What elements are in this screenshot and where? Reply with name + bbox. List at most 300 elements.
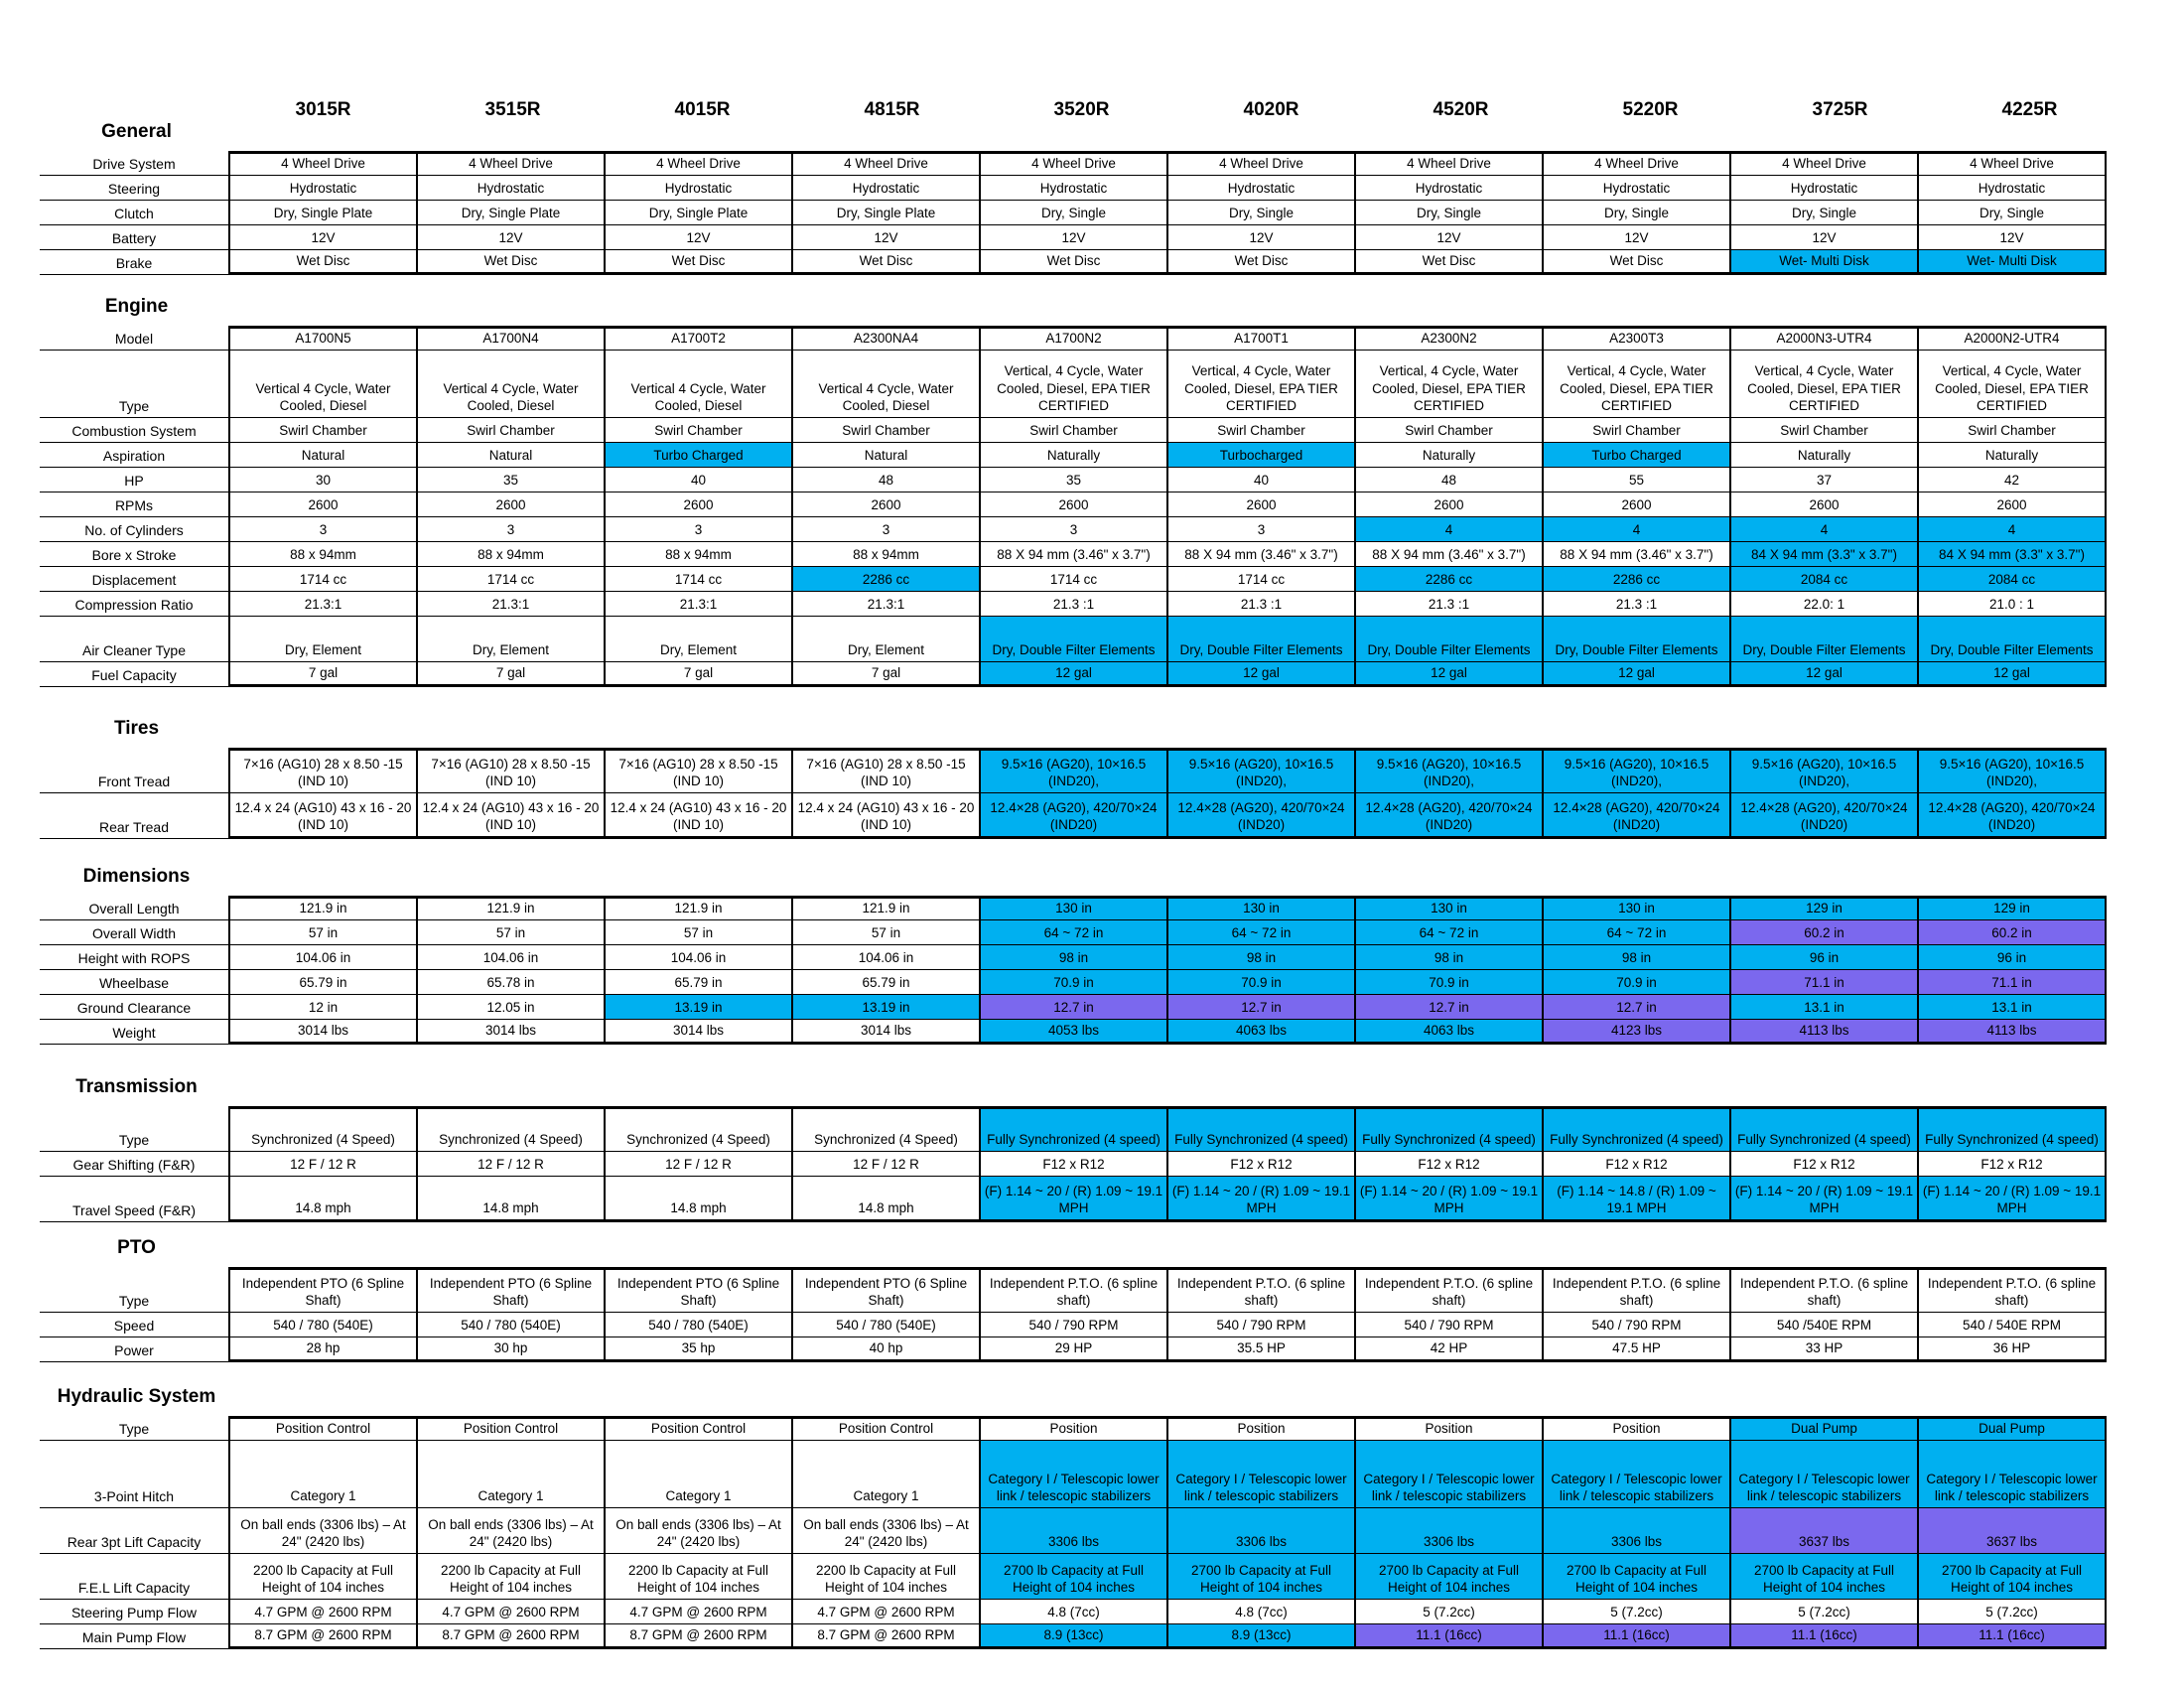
spec-row	[40, 1416, 2107, 1441]
spec-cell: Turbocharged	[1168, 443, 1356, 468]
spec-cell: 65.79 in	[230, 970, 418, 995]
spec-cell: 7 gal	[418, 662, 606, 687]
spec-cell: Independent P.T.O. (6 spline shaft)	[1731, 1267, 1919, 1313]
spec-cell: 60.2 in	[1919, 920, 2107, 945]
spec-cell: 98 in	[1168, 945, 1356, 970]
spec-row	[40, 225, 2107, 250]
row-label: Air Cleaner Type	[40, 617, 228, 662]
spec-row	[40, 945, 2107, 970]
spec-cell: 2600	[1544, 492, 1731, 517]
spec-cell: 4.8 (7cc)	[981, 1600, 1168, 1624]
spec-cell: Swirl Chamber	[1356, 418, 1544, 443]
spec-row	[40, 920, 2107, 945]
spec-cell: Dual Pump	[1731, 1416, 1919, 1441]
row-label: Bore x Stroke	[40, 542, 228, 567]
spec-cell: 2700 lb Capacity at Full Height of 104 inches	[1544, 1554, 1731, 1600]
spec-cell: A2300NA4	[793, 326, 981, 351]
spec-cell: Vertical, 4 Cycle, Water Cooled, Diesel, EPA TIER CERTIFIED	[1168, 351, 1356, 418]
spec-cell: 98 in	[1544, 945, 1731, 970]
spec-cell: (F) 1.14 ~ 20 / (R) 1.09 ~ 19.1 MPH	[1168, 1177, 1356, 1222]
row-label: Front Tread	[40, 748, 228, 793]
spec-cell: 13.19 in	[793, 995, 981, 1020]
spec-cell: 12.4×28 (AG20), 420/70×24 (IND20)	[1356, 793, 1544, 839]
spec-cell: Hydrostatic	[418, 176, 606, 201]
spec-cell: 98 in	[981, 945, 1168, 970]
spec-cell: 4 Wheel Drive	[1919, 151, 2107, 176]
spec-cell: 35.5 HP	[1168, 1337, 1356, 1362]
spec-cell: 88 X 94 mm (3.46" x 3.7")	[981, 542, 1168, 567]
spec-cell: Vertical 4 Cycle, Water Cooled, Diesel	[230, 351, 418, 418]
spec-cell: Category I / Telescopic lower link / telescopic stabilizers	[1356, 1441, 1544, 1508]
spec-cell: F12 x R12	[1544, 1152, 1731, 1177]
spec-cell: 9.5×16 (AG20), 10×16.5 (IND20),	[981, 748, 1168, 793]
spec-cell: Position	[981, 1416, 1168, 1441]
spec-cell: 12.4 x 24 (AG10) 43 x 16 - 20 (IND 10)	[606, 793, 793, 839]
spec-cell: 2600	[1919, 492, 2107, 517]
spec-cell: 4 Wheel Drive	[1168, 151, 1356, 176]
spec-cell: 14.8 mph	[606, 1177, 793, 1222]
spec-cell: 33 HP	[1731, 1337, 1919, 1362]
model-header: 3725R	[1812, 99, 1868, 120]
spec-cell: 2600	[1356, 492, 1544, 517]
spec-cell: 11.1 (16cc)	[1731, 1624, 1919, 1649]
spec-cell: 12V	[230, 225, 418, 250]
model-header: 4225R	[2001, 99, 2058, 120]
row-label: Displacement	[40, 567, 228, 592]
spec-cell: 540 / 780 (540E)	[230, 1313, 418, 1337]
spec-row	[40, 748, 2107, 793]
spec-cell: 12.05 in	[418, 995, 606, 1020]
spec-cell: 104.06 in	[418, 945, 606, 970]
spec-cell: F12 x R12	[981, 1152, 1168, 1177]
spec-cell: 1714 cc	[606, 567, 793, 592]
spec-row	[40, 1152, 2107, 1177]
spec-cell: 4 Wheel Drive	[606, 151, 793, 176]
spec-cell: (F) 1.14 ~ 20 / (R) 1.09 ~ 19.1 MPH	[1731, 1177, 1919, 1222]
spec-row	[40, 1267, 2107, 1313]
spec-cell: Fully Synchronized (4 speed)	[1731, 1106, 1919, 1152]
spec-cell: 2286 cc	[793, 567, 981, 592]
spec-cell: Category 1	[230, 1441, 418, 1508]
spec-row	[40, 567, 2107, 592]
spec-cell: Natural	[793, 443, 981, 468]
spec-cell: 104.06 in	[230, 945, 418, 970]
spec-row	[40, 542, 2107, 567]
spec-cell: 12V	[418, 225, 606, 250]
spec-cell: Fully Synchronized (4 speed)	[1544, 1106, 1731, 1152]
spec-cell: Hydrostatic	[1544, 176, 1731, 201]
spec-cell: Fully Synchronized (4 speed)	[1168, 1106, 1356, 1152]
spec-cell: 22.0: 1	[1731, 592, 1919, 617]
spec-cell: Swirl Chamber	[1544, 418, 1731, 443]
spec-cell: Naturally	[981, 443, 1168, 468]
spec-cell: 2200 lb Capacity at Full Height of 104 inches	[230, 1554, 418, 1600]
spec-cell: 3	[793, 517, 981, 542]
row-label: Battery	[40, 225, 228, 250]
spec-cell: 12V	[606, 225, 793, 250]
spec-cell: 1714 cc	[981, 567, 1168, 592]
spec-cell: (F) 1.14 ~ 20 / (R) 1.09 ~ 19.1 MPH	[1919, 1177, 2107, 1222]
spec-cell: 71.1 in	[1919, 970, 2107, 995]
spec-cell: 12 F / 12 R	[793, 1152, 981, 1177]
spec-cell: 12 gal	[1919, 662, 2107, 687]
spec-cell: 96 in	[1919, 945, 2107, 970]
spec-cell: 4053 lbs	[981, 1020, 1168, 1045]
spec-cell: 29 HP	[981, 1337, 1168, 1362]
spec-cell: Wet- Multi Disk	[1731, 250, 1919, 275]
spec-cell: 540 / 540E RPM	[1919, 1313, 2107, 1337]
spec-cell: Swirl Chamber	[981, 418, 1168, 443]
model-header: 3515R	[484, 99, 541, 120]
spec-cell: Dry, Single	[1356, 201, 1544, 225]
spec-cell: 30 hp	[418, 1337, 606, 1362]
spec-cell: 121.9 in	[418, 896, 606, 920]
spec-cell: A2000N2-UTR4	[1919, 326, 2107, 351]
spec-cell: 71.1 in	[1731, 970, 1919, 995]
model-header: 4020R	[1243, 99, 1299, 120]
spec-cell: 4.8 (7cc)	[1168, 1600, 1356, 1624]
spec-cell: 64 ~ 72 in	[981, 920, 1168, 945]
row-label: Steering	[40, 176, 228, 201]
spec-cell: 121.9 in	[793, 896, 981, 920]
spec-row	[40, 617, 2107, 662]
spec-cell: 60.2 in	[1731, 920, 1919, 945]
model-header: 3520R	[1053, 99, 1110, 120]
spec-cell: 84 X 94 mm (3.3" x 3.7")	[1919, 542, 2107, 567]
spec-cell: Position Control	[606, 1416, 793, 1441]
spec-cell: 2600	[230, 492, 418, 517]
section-title: Hydraulic System	[57, 1386, 216, 1407]
spec-cell: 12.4×28 (AG20), 420/70×24 (IND20)	[981, 793, 1168, 839]
spec-cell: 130 in	[981, 896, 1168, 920]
spec-cell: 42 HP	[1356, 1337, 1544, 1362]
spec-cell: 3014 lbs	[606, 1020, 793, 1045]
spec-cell: 540 /540E RPM	[1731, 1313, 1919, 1337]
spec-cell: Dry, Double Filter Elements	[1544, 617, 1731, 662]
spec-cell: 12 gal	[1168, 662, 1356, 687]
spec-cell: Dry, Single	[1731, 201, 1919, 225]
spec-cell: 4123 lbs	[1544, 1020, 1731, 1045]
spec-cell: Hydrostatic	[981, 176, 1168, 201]
spec-cell: On ball ends (3306 lbs) – At 24" (2420 lbs)	[230, 1508, 418, 1554]
model-header: 3015R	[295, 99, 351, 120]
row-label: Travel Speed (F&R)	[40, 1177, 228, 1222]
spec-cell: Independent PTO (6 Spline Shaft)	[793, 1267, 981, 1313]
spec-cell: 3306 lbs	[1544, 1508, 1731, 1554]
row-label: Overall Width	[40, 920, 228, 945]
spec-cell: 40 hp	[793, 1337, 981, 1362]
spec-cell: 4.7 GPM @ 2600 RPM	[606, 1600, 793, 1624]
spec-row	[40, 1313, 2107, 1337]
spec-cell: 70.9 in	[1168, 970, 1356, 995]
spec-cell: 88 X 94 mm (3.46" x 3.7")	[1168, 542, 1356, 567]
spec-cell: Vertical 4 Cycle, Water Cooled, Diesel	[793, 351, 981, 418]
spec-cell: 14.8 mph	[793, 1177, 981, 1222]
spec-cell: 12 gal	[1544, 662, 1731, 687]
spec-cell: 2286 cc	[1544, 567, 1731, 592]
spec-cell: 88 X 94 mm (3.46" x 3.7")	[1544, 542, 1731, 567]
spec-cell: Synchronized (4 Speed)	[793, 1106, 981, 1152]
row-label: Steering Pump Flow	[40, 1600, 228, 1624]
spec-cell: 11.1 (16cc)	[1356, 1624, 1544, 1649]
spec-cell: On ball ends (3306 lbs) – At 24" (2420 lbs)	[606, 1508, 793, 1554]
model-header: 4815R	[864, 99, 920, 120]
spec-cell: 12.7 in	[1168, 995, 1356, 1020]
spec-cell: 5 (7.2cc)	[1356, 1600, 1544, 1624]
spec-cell: 3	[1168, 517, 1356, 542]
row-label: Rear 3pt Lift Capacity	[40, 1508, 228, 1554]
spec-cell: Independent P.T.O. (6 spline shaft)	[1544, 1267, 1731, 1313]
spec-cell: Naturally	[1356, 443, 1544, 468]
spec-cell: A1700N4	[418, 326, 606, 351]
row-label: Model	[40, 326, 228, 351]
spec-cell: Dry, Double Filter Elements	[1919, 617, 2107, 662]
spec-cell: 88 x 94mm	[418, 542, 606, 567]
spec-row	[40, 250, 2107, 275]
spec-cell: 2084 cc	[1919, 567, 2107, 592]
spec-cell: Swirl Chamber	[606, 418, 793, 443]
spec-cell: 21.3:1	[606, 592, 793, 617]
spec-cell: 8.7 GPM @ 2600 RPM	[606, 1624, 793, 1649]
spec-cell: 121.9 in	[230, 896, 418, 920]
spec-cell: Hydrostatic	[1919, 176, 2107, 201]
spec-cell: 4 Wheel Drive	[793, 151, 981, 176]
spec-row	[40, 592, 2107, 617]
row-label: Brake	[40, 250, 228, 275]
spec-cell: 2286 cc	[1356, 567, 1544, 592]
spec-cell: Position	[1168, 1416, 1356, 1441]
row-label: Power	[40, 1337, 228, 1362]
spec-cell: 21.3 :1	[981, 592, 1168, 617]
spec-cell: Dual Pump	[1919, 1416, 2107, 1441]
spec-cell: Position Control	[793, 1416, 981, 1441]
spec-row	[40, 418, 2107, 443]
spec-cell: 57 in	[606, 920, 793, 945]
row-label: Drive System	[40, 151, 228, 176]
spec-row	[40, 468, 2107, 492]
spec-cell: Fully Synchronized (4 speed)	[1356, 1106, 1544, 1152]
spec-cell: Category I / Telescopic lower link / telescopic stabilizers	[981, 1441, 1168, 1508]
spec-cell: Vertical, 4 Cycle, Water Cooled, Diesel, EPA TIER CERTIFIED	[981, 351, 1168, 418]
row-label: F.E.L Lift Capacity	[40, 1554, 228, 1600]
spec-cell: 12.7 in	[1544, 995, 1731, 1020]
spec-cell: Wet Disc	[230, 250, 418, 275]
spec-row	[40, 793, 2107, 839]
spec-cell: 12 in	[230, 995, 418, 1020]
spec-cell: Dry, Element	[793, 617, 981, 662]
spec-cell: 42	[1919, 468, 2107, 492]
row-label: Wheelbase	[40, 970, 228, 995]
spec-cell: 96 in	[1731, 945, 1919, 970]
spec-cell: 540 / 780 (540E)	[606, 1313, 793, 1337]
spec-cell: 2600	[418, 492, 606, 517]
row-label: RPMs	[40, 492, 228, 517]
spec-cell: 7×16 (AG10) 28 x 8.50 -15 (IND 10)	[230, 748, 418, 793]
spec-cell: Category 1	[606, 1441, 793, 1508]
spec-cell: F12 x R12	[1731, 1152, 1919, 1177]
spec-cell: 70.9 in	[981, 970, 1168, 995]
spec-cell: 3637 lbs	[1919, 1508, 2107, 1554]
spec-cell: 57 in	[418, 920, 606, 945]
spec-cell: 12V	[1919, 225, 2107, 250]
spec-cell: Dry, Single Plate	[230, 201, 418, 225]
spec-cell: 12.7 in	[1356, 995, 1544, 1020]
spec-cell: Wet Disc	[418, 250, 606, 275]
spec-cell: 129 in	[1731, 896, 1919, 920]
spec-cell: 2700 lb Capacity at Full Height of 104 inches	[981, 1554, 1168, 1600]
spec-cell: 12 gal	[1731, 662, 1919, 687]
spec-cell: 57 in	[793, 920, 981, 945]
section-title: General	[101, 121, 172, 142]
spec-cell: 2084 cc	[1731, 567, 1919, 592]
row-label: 3-Point Hitch	[40, 1441, 228, 1508]
spec-cell: 12.4×28 (AG20), 420/70×24 (IND20)	[1731, 793, 1919, 839]
section-title: Transmission	[75, 1076, 198, 1097]
row-label: Overall Length	[40, 896, 228, 920]
spec-cell: 3306 lbs	[1168, 1508, 1356, 1554]
row-label: Aspiration	[40, 443, 228, 468]
spec-cell: Hydrostatic	[606, 176, 793, 201]
spec-cell: 3	[981, 517, 1168, 542]
spec-cell: 12V	[1168, 225, 1356, 250]
spec-cell: 55	[1544, 468, 1731, 492]
spec-cell: 21.3 :1	[1356, 592, 1544, 617]
spec-cell: 36 HP	[1919, 1337, 2107, 1362]
spec-cell: 121.9 in	[606, 896, 793, 920]
spec-cell: 2600	[606, 492, 793, 517]
spec-cell: 1714 cc	[1168, 567, 1356, 592]
spec-cell: 12.4×28 (AG20), 420/70×24 (IND20)	[1544, 793, 1731, 839]
spec-cell: 35 hp	[606, 1337, 793, 1362]
spec-cell: 35	[418, 468, 606, 492]
spec-cell: 4	[1356, 517, 1544, 542]
spec-cell: 130 in	[1544, 896, 1731, 920]
spec-cell: Synchronized (4 Speed)	[606, 1106, 793, 1152]
spec-cell: A2300T3	[1544, 326, 1731, 351]
spec-cell: Hydrostatic	[1168, 176, 1356, 201]
spec-row	[40, 1554, 2107, 1600]
spec-cell: 12.4×28 (AG20), 420/70×24 (IND20)	[1168, 793, 1356, 839]
spec-cell: Wet Disc	[981, 250, 1168, 275]
spec-row	[40, 662, 2107, 687]
spec-cell: Position	[1544, 1416, 1731, 1441]
spec-cell: 2600	[1168, 492, 1356, 517]
row-label: Speed	[40, 1313, 228, 1337]
spec-cell: Hydrostatic	[230, 176, 418, 201]
spec-row	[40, 1337, 2107, 1362]
spec-cell: Synchronized (4 Speed)	[230, 1106, 418, 1152]
spec-cell: 40	[1168, 468, 1356, 492]
spec-cell: 2200 lb Capacity at Full Height of 104 inches	[793, 1554, 981, 1600]
model-header: 5220R	[1622, 99, 1679, 120]
spec-cell: 4.7 GPM @ 2600 RPM	[793, 1600, 981, 1624]
spec-cell: 48	[1356, 468, 1544, 492]
row-label: Type	[40, 1267, 228, 1313]
spec-row	[40, 1508, 2107, 1554]
spec-cell: Dry, Single Plate	[793, 201, 981, 225]
spec-cell: 2200 lb Capacity at Full Height of 104 inches	[418, 1554, 606, 1600]
spec-cell: 35	[981, 468, 1168, 492]
spec-cell: 3306 lbs	[1356, 1508, 1544, 1554]
spec-cell: 4 Wheel Drive	[1544, 151, 1731, 176]
spec-cell: Category I / Telescopic lower link / telescopic stabilizers	[1731, 1441, 1919, 1508]
spec-cell: A2000N3-UTR4	[1731, 326, 1919, 351]
spec-cell: 28 hp	[230, 1337, 418, 1362]
spec-cell: Wet Disc	[1544, 250, 1731, 275]
model-header: 4015R	[674, 99, 731, 120]
spec-row	[40, 1020, 2107, 1045]
spec-cell: 11.1 (16cc)	[1544, 1624, 1731, 1649]
spec-cell: 3	[230, 517, 418, 542]
spec-cell: 40	[606, 468, 793, 492]
spec-cell: 12 gal	[1356, 662, 1544, 687]
spec-cell: Independent P.T.O. (6 spline shaft)	[1919, 1267, 2107, 1313]
spec-cell: 2200 lb Capacity at Full Height of 104 inches	[606, 1554, 793, 1600]
row-label: Weight	[40, 1020, 228, 1045]
spec-cell: Wet Disc	[1168, 250, 1356, 275]
spec-row	[40, 970, 2107, 995]
spec-cell: Category 1	[793, 1441, 981, 1508]
spec-cell: F12 x R12	[1168, 1152, 1356, 1177]
spec-cell: 5 (7.2cc)	[1731, 1600, 1919, 1624]
row-label: No. of Cylinders	[40, 517, 228, 542]
spec-cell: 7 gal	[793, 662, 981, 687]
spec-cell: 540 / 790 RPM	[1168, 1313, 1356, 1337]
row-label: Ground Clearance	[40, 995, 228, 1020]
spec-cell: Independent PTO (6 Spline Shaft)	[418, 1267, 606, 1313]
spec-cell: 21.0 : 1	[1919, 592, 2107, 617]
spec-cell: Hydrostatic	[1356, 176, 1544, 201]
spec-cell: 2700 lb Capacity at Full Height of 104 inches	[1919, 1554, 2107, 1600]
spec-cell: On ball ends (3306 lbs) – At 24" (2420 lbs)	[418, 1508, 606, 1554]
spec-cell: Vertical, 4 Cycle, Water Cooled, Diesel, EPA TIER CERTIFIED	[1544, 351, 1731, 418]
spec-cell: Dry, Double Filter Elements	[1356, 617, 1544, 662]
spec-cell: 12 F / 12 R	[418, 1152, 606, 1177]
spec-cell: 7×16 (AG10) 28 x 8.50 -15 (IND 10)	[793, 748, 981, 793]
row-label: HP	[40, 468, 228, 492]
section-title: Dimensions	[82, 866, 191, 887]
spec-cell: 12V	[793, 225, 981, 250]
spec-cell: 21.3 :1	[1544, 592, 1731, 617]
spec-cell: 4 Wheel Drive	[230, 151, 418, 176]
spec-cell: 3014 lbs	[793, 1020, 981, 1045]
spec-cell: 2700 lb Capacity at Full Height of 104 inches	[1731, 1554, 1919, 1600]
spec-row	[40, 1441, 2107, 1508]
spec-cell: 12V	[1731, 225, 1919, 250]
model-header: 4520R	[1433, 99, 1489, 120]
spec-cell: 2600	[1731, 492, 1919, 517]
spec-cell: 12.4 x 24 (AG10) 43 x 16 - 20 (IND 10)	[793, 793, 981, 839]
spec-cell: 4 Wheel Drive	[981, 151, 1168, 176]
row-label: Clutch	[40, 201, 228, 225]
spec-cell: Hydrostatic	[1731, 176, 1919, 201]
spec-cell: 70.9 in	[1356, 970, 1544, 995]
spec-cell: 57 in	[230, 920, 418, 945]
spec-cell: (F) 1.14 ~ 20 / (R) 1.09 ~ 19.1 MPH	[1356, 1177, 1544, 1222]
spec-cell: Natural	[418, 443, 606, 468]
spec-cell: Independent PTO (6 Spline Shaft)	[230, 1267, 418, 1313]
spec-cell: 12.4 x 24 (AG10) 43 x 16 - 20 (IND 10)	[230, 793, 418, 839]
spec-cell: 88 X 94 mm (3.46" x 3.7")	[1356, 542, 1544, 567]
spec-cell: Fully Synchronized (4 speed)	[981, 1106, 1168, 1152]
spec-cell: 4	[1919, 517, 2107, 542]
spec-cell: 12.4 x 24 (AG10) 43 x 16 - 20 (IND 10)	[418, 793, 606, 839]
spec-cell: 4 Wheel Drive	[1731, 151, 1919, 176]
spec-cell: 2700 lb Capacity at Full Height of 104 inches	[1356, 1554, 1544, 1600]
spec-cell: 65.78 in	[418, 970, 606, 995]
spec-row	[40, 326, 2107, 351]
spec-cell: (F) 1.14 ~ 14.8 / (R) 1.09 ~ 19.1 MPH	[1544, 1177, 1731, 1222]
